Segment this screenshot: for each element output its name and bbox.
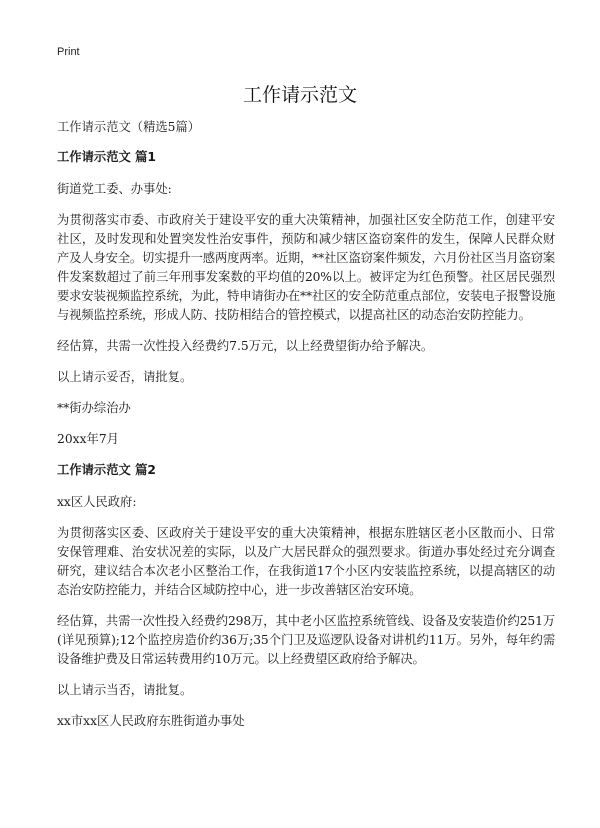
section-1-budget: 经估算，共需一次性投入经费约7.5万元，以上经费望街办给予解决。 <box>57 339 434 353</box>
section-2-budget: 经估算，共需一次性投入经费约298万，其中老小区监控系统管线、设备及安装造价约251万(详见预算);12个监控房造价约36万;35个门卫及巡逻队设备对讲机约11万。另外，每年约需设备维护费及日常运转费用约10万元。以上经费望区政府给予解决。 <box>57 614 555 666</box>
section-1-closing: 以上请示妥否，请批复。 <box>57 370 193 384</box>
section-2-heading: 工作请示范文 篇2 <box>57 463 156 477</box>
section-1-signature: **街办综治办 <box>57 401 131 415</box>
section-1-date: 20xx年7月 <box>57 432 119 446</box>
section-1-heading: 工作请示范文 篇1 <box>57 150 156 164</box>
section-1-salutation: 街道党工委、办事处: <box>57 182 172 196</box>
section-2-signature: xx市xx区人民政府东胜街道办事处 <box>57 714 245 728</box>
document-subtitle: 工作请示范文（精选5篇） <box>57 120 201 134</box>
page-title: 工作请示范文 <box>242 84 357 106</box>
section-1-body: 为贯彻落实市委、市政府关于建设平安的重大决策精神，加强社区安全防范工作，创建平安社区，及时发现和处置突发性治安事件，预防和减少辖区盗窃案件的发生，保障人民群众财产及人身安全。切实提升一感两度两率。近期，**社区盗窃案件频发，六月份社区当月盗窃案件发案数超过了前三年刑事发案数的平均值的20%以上。被评定为红色预警。社区居民强烈要求安装视频监控系统，为此，特申请街办在**社区的安全防范重点部位，安装电子报警设施与视频监控系统，形成人防、技防相结合的管控模式，以提高社区的动态治安防控能力。 <box>57 213 555 322</box>
document-content <box>57 118 555 743</box>
section-2-body: 为贯彻落实区委、区政府关于建设平安的重大决策精神，根据东胜辖区老小区散而小、日常安保管理难、治安状况差的实际，以及广大居民群众的强烈要求。街道办事处经过充分调查研究，建议结合本次老小区整治工作，在我街道17个小区内安装监控系统，以提高辖区的动态治安防控能力，并结合区域防控中心，进一步改善辖区治安环境。 <box>57 526 555 597</box>
section-2-closing: 以上请示当否，请批复。 <box>57 683 193 697</box>
section-2-salutation: xx区人民政府: <box>57 495 137 509</box>
print-link[interactable]: Print <box>57 46 80 58</box>
